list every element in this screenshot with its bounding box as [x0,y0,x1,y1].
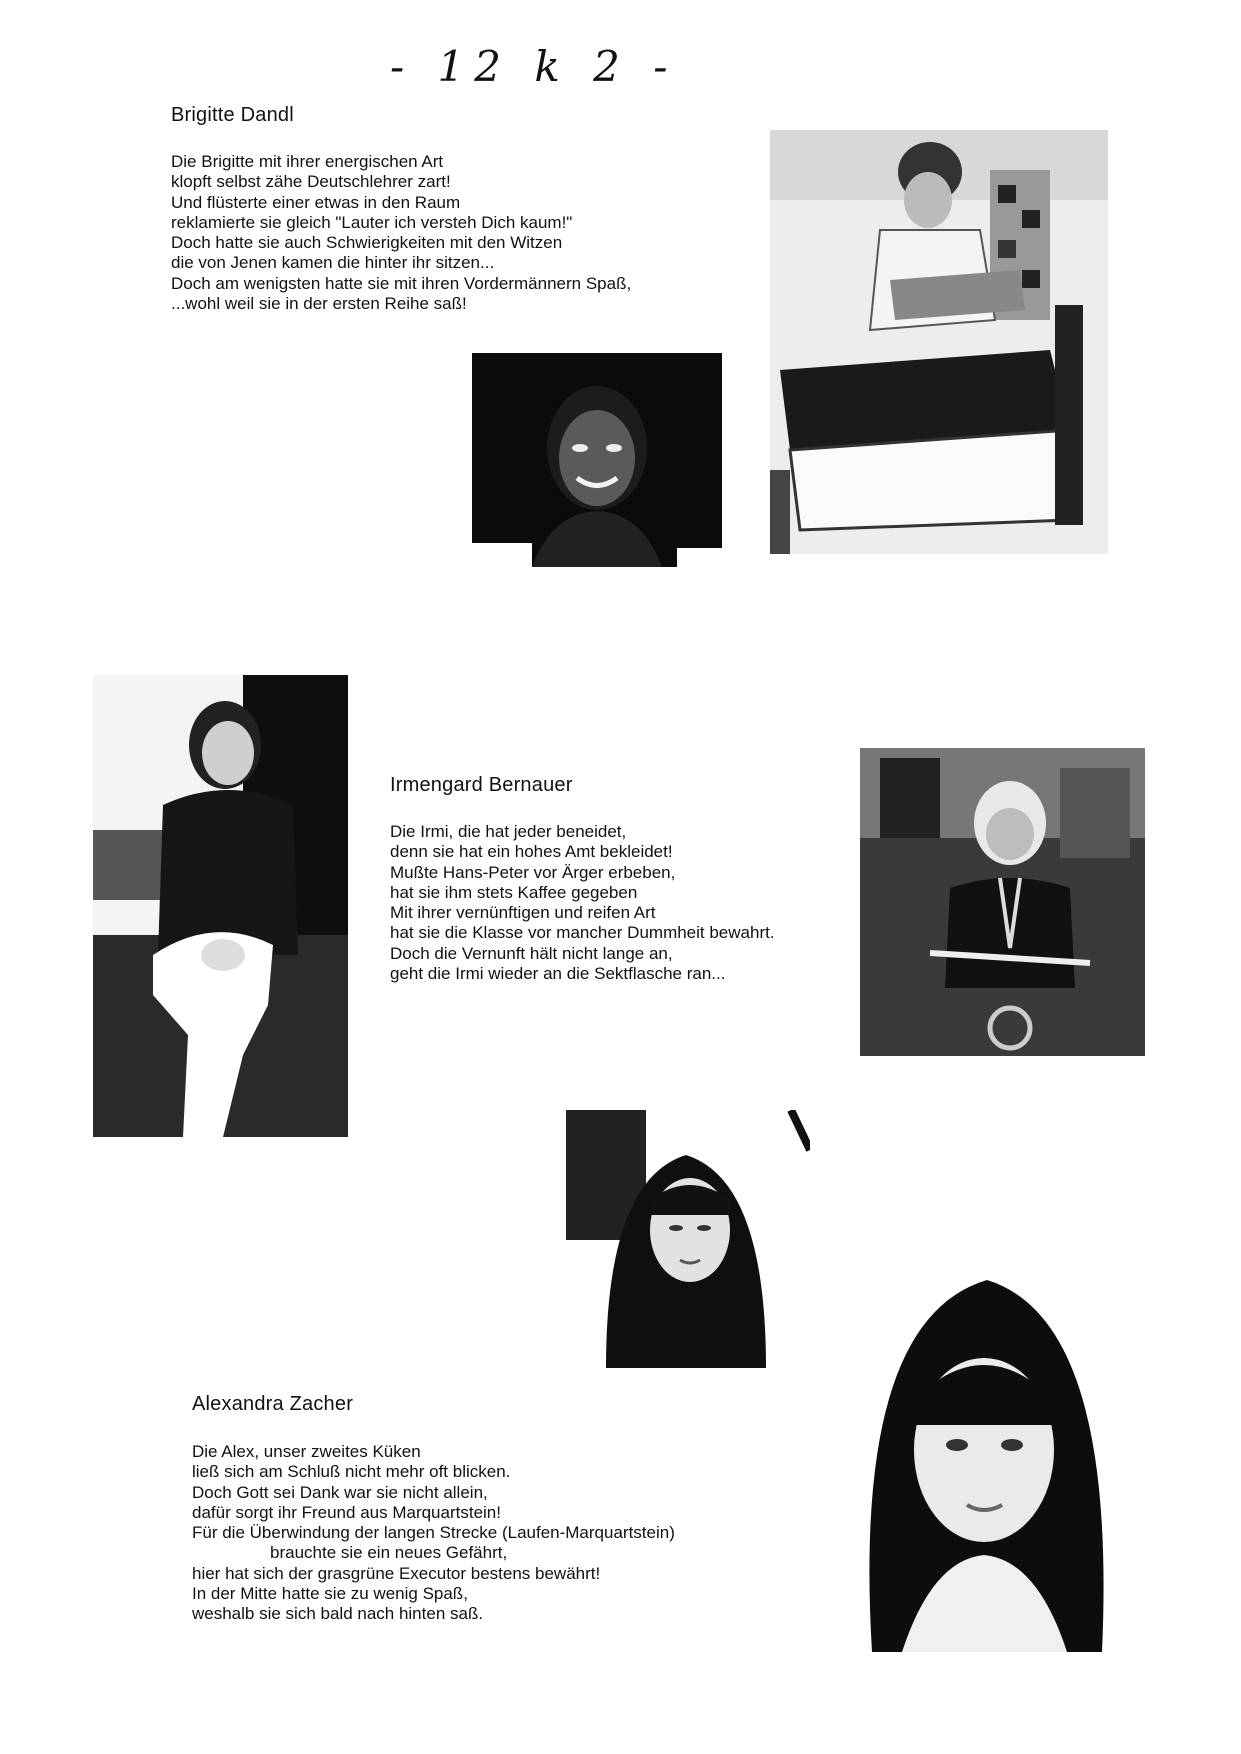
poem-line: Mußte Hans-Peter vor Ärger erbeben, [390,862,676,882]
poem-line: hat sie die Klasse vor mancher Dummheit bewahrt. [390,923,775,943]
poem-line: Für die Überwindung der langen Strecke (Laufen-Marquartstein) [192,1523,675,1543]
entry-name-brigitte: Brigitte Dandl [171,104,294,126]
poem-line: denn sie hat ein hohes Amt bekleidet! [390,842,673,862]
poem-line: geht die Irmi wieder an die Sektflasche ran... [390,964,726,984]
photo-alexandra-adult [566,1110,810,1368]
poem-line: Mit ihrer vernünftigen und reifen Art [390,903,656,923]
poem-line: brauchte sie ein neues Gefährt, [270,1543,508,1563]
poem-line: dafür sorgt ihr Freund aus Marquartstein! [192,1502,501,1522]
photo-brigitte-child [770,130,1108,554]
poem-line: Doch hatte sie auch Schwierigkeiten mit den Witzen [171,233,563,253]
poem-line: ...wohl weil sie in der ersten Reihe saß! [171,294,467,314]
photo-brigitte-portrait [472,353,722,567]
poem-brigitte [171,152,631,314]
poem-line: hat sie ihm stets Kaffee gegeben [390,882,638,902]
poem-line: Doch am wenigsten hatte sie mit ihren Vordermännern Spaß, [171,273,632,293]
handwritten-page-number: - 12 k 2 - [390,42,678,91]
photo-irmengard-child [860,748,1145,1056]
poem-line: In der Mitte hatte sie zu wenig Spaß, [192,1584,468,1604]
poem-line: Doch die Vernunft hält nicht lange an, [390,943,673,963]
poem-line: Doch Gott sei Dank war sie nicht allein, [192,1482,488,1502]
entry-name-irmengard: Irmengard Bernauer [390,774,573,796]
poem-line: die von Jenen kamen die hinter ihr sitzen... [171,253,495,273]
poem-line: hier hat sich der grasgrüne Executor bestens bewährt! [192,1563,601,1583]
photo-alexandra-child [842,1260,1127,1652]
photo-irmengard-adult [93,675,348,1137]
poem-line: Die Brigitte mit ihrer energischen Art [171,152,444,171]
poem-line: ließ sich am Schluß nicht mehr oft blicken. [192,1462,511,1482]
poem-line: reklamierte sie gleich "Lauter ich versteh Dich kaum!" [171,212,573,232]
poem-alexandra [192,1442,675,1625]
poem-irmengard [390,822,775,984]
entry-name-alexandra: Alexandra Zacher [192,1393,354,1415]
poem-line: weshalb sie sich bald nach hinten saß. [192,1604,484,1624]
poem-line: Die Irmi, die hat jeder beneidet, [390,822,627,841]
poem-line: Und flüsterte einer etwas in den Raum [171,192,461,212]
poem-line: Die Alex, unser zweites Küken [192,1442,421,1461]
poem-line: klopft selbst zähe Deutschlehrer zart! [171,172,451,192]
